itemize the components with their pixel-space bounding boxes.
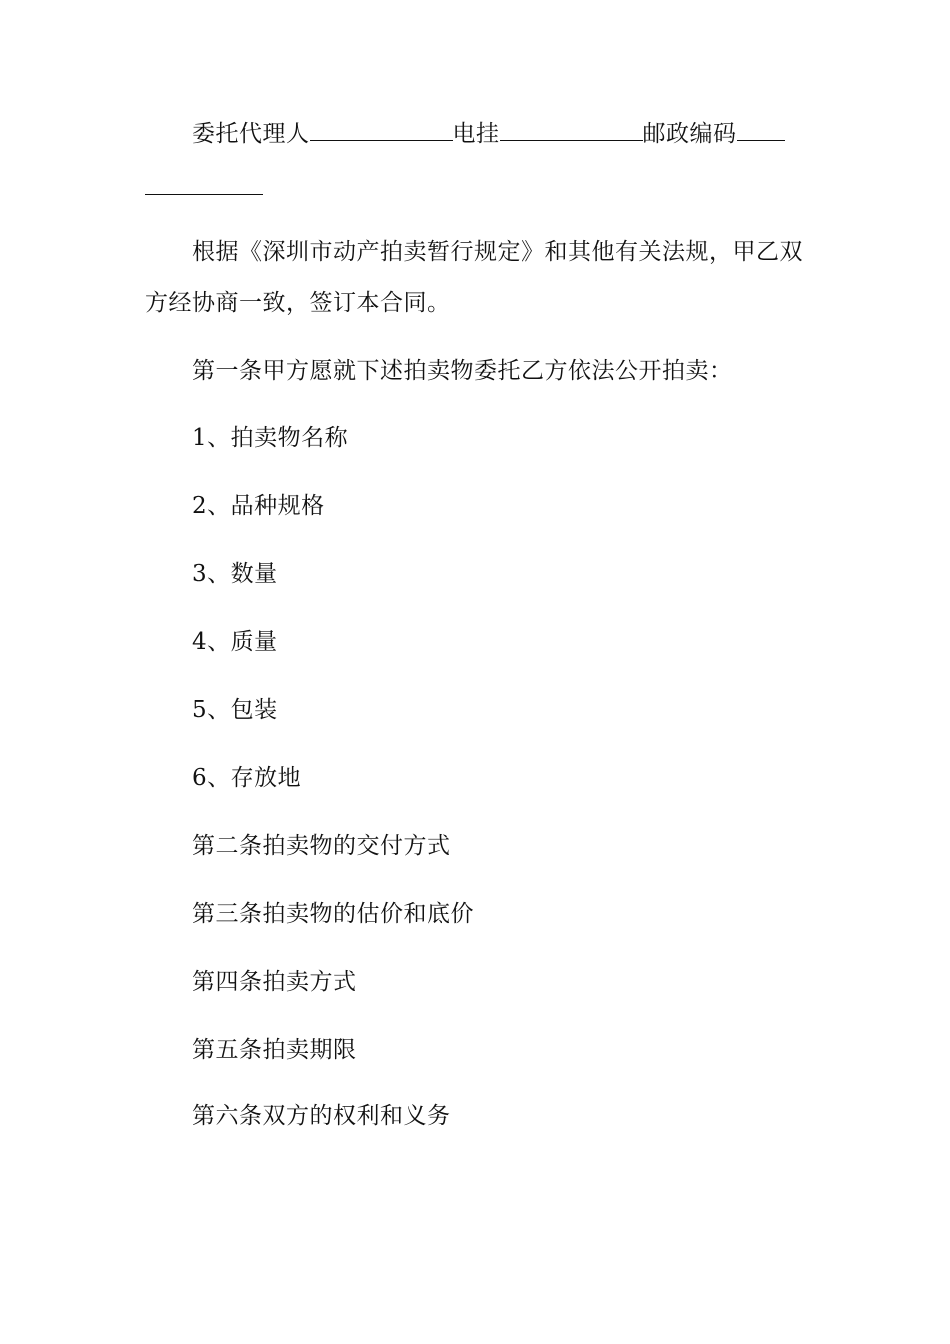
list-item: 1、拍卖物名称 — [192, 425, 349, 451]
phone-label: 电挂 — [452, 121, 500, 147]
intro-line-1: 根据《深圳市动产拍卖暂行规定》和其他有关法规，甲乙双 — [192, 239, 803, 265]
agent-label: 委托代理人 — [192, 121, 310, 147]
article-3: 第三条拍卖物的估价和底价 — [192, 901, 474, 927]
article-1: 第一条甲方愿就下述拍卖物委托乙方依法公开拍卖： — [192, 358, 733, 384]
postcode-blank-continued-line — [145, 172, 263, 203]
postcode-label: 邮政编码 — [642, 121, 737, 147]
postcode-blank-start — [737, 118, 785, 141]
list-item: 5、包装 — [192, 697, 278, 723]
article-5: 第五条拍卖期限 — [192, 1037, 357, 1063]
list-item: 2、品种规格 — [192, 493, 325, 519]
header-fields-line — [192, 118, 785, 149]
agent-blank — [310, 118, 453, 141]
article-4: 第四条拍卖方式 — [192, 969, 357, 995]
intro-line-2: 方经协商一致，签订本合同。 — [145, 290, 451, 316]
phone-blank — [500, 118, 643, 141]
article-6: 第六条双方的权利和义务 — [192, 1103, 451, 1129]
postcode-blank-continued — [145, 172, 263, 195]
list-item: 4、质量 — [192, 629, 278, 655]
list-item: 3、数量 — [192, 561, 278, 587]
list-item: 6、存放地 — [192, 765, 302, 791]
article-2: 第二条拍卖物的交付方式 — [192, 833, 451, 859]
